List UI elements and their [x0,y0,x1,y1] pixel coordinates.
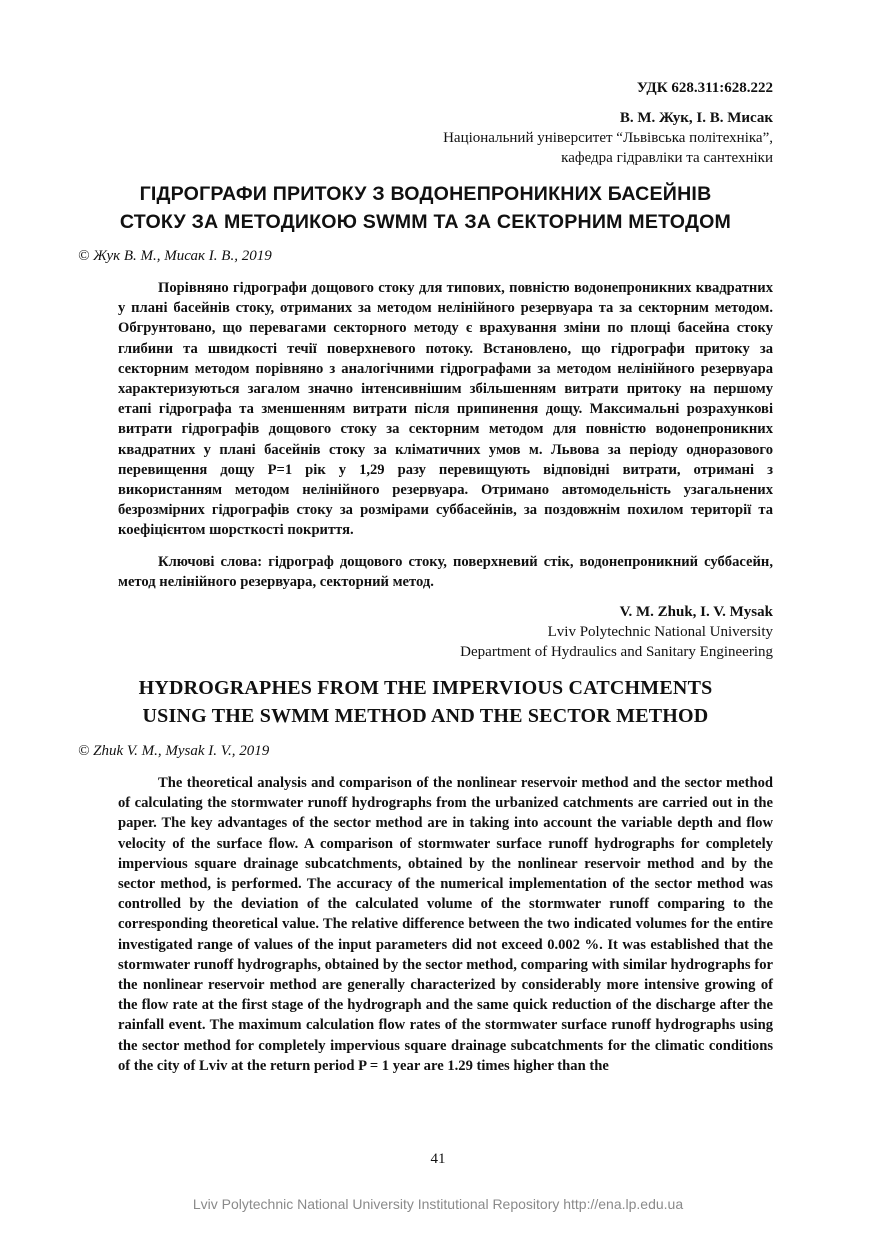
en-copyright: © Zhuk V. M., Mysak I. V., 2019 [78,743,270,760]
page-number: 41 [430,1151,446,1167]
ua-authors: В. М. Жук, І. В. Мисак [619,110,773,126]
udk-code: УДК 628.311:628.222 [636,80,773,96]
en-title-line-2: USING THE SWMM METHOD AND THE SECTOR METHOD [142,705,709,728]
en-abstract: The theoretical analysis and comparison of the nonlinear reservoir method and the sector method of calculating the stormwater runoff hydrographs from the urbanized catchments are carried out in the paper. The key advantages of the sector method are in taking into account the variable depth and flow velocity of the surface flow. A comparison of stormwater surface runoff hydrographs for completely impervious square drainage subcatchments, obtained by the nonlinear reservoir method and by the sector method, is performed. The accuracy of the numerical implementation of the sector method was controlled by the deviation of the calculated volume of the stormwater runoff comparing to the corresponding theoretical value. The relative difference between the two indicated volumes for the entire investigated range of values of the input parameters did not exceed 0.002 %. It was established that the stormwater runoff hydrographs, obtained by the sector method, comparing with similar hydrographs for the nonlinear reservoir method are generally characterized by considerably more intensive growing of the flow rate at the first stage of the hydrograph and the same quick reduction of the discharge after the rainfall event. The maximum calculation flow rates of the stormwater surface runoff hydrographs using the sector method for completely impervious square drainage subcatchments for the climatic conditions of the city of Lviv at the return period P = 1 year are 1.29 times higher than the [118,775,773,1074]
ua-abstract: Порівняно гідрографи дощового стоку для типових, повністю водонепроникних квадратних у плані басейнів стоку, отриманих за методом нелінійного резервуара та за секторним методом. Обгрунтовано, що перевагами секторного методу є врахування зміни по площі басейна стоку глибини та швидкості течії поверхневого потоку. Встановлено, що гідрографи притоку за секторним методом порівняно з аналогічними гідрографами за методом нелінійного резервуара характеризуються загалом значно інтенсивнішим збільшенням витрати притоку на першому етапі гідрографа та зменшенням витрати після припинення дощу. Максимальні розрахункові витрати гідрографів дощового стоку за секторним методом для повністю водонепроникних квадратних у плані басейнів стоку за кліматичних умов м. Львова за періоду одноразового перевищення дощу Р=1 рік у 1,29 разу перевищують відповідні витрати, отримані з використанням методом нелінійного резервуара. Отримано автомодельність узагальнених безрозмірних гідрографів стоку за розмірами суббасейнів, за поздовжнім похилом території та коефіцієнтом шорсткості покриття. [118,280,773,539]
ua-title-line-1: ГІДРОГРАФИ ПРИТОКУ З ВОДОНЕПРОНИКНИХ БАСЕЙНІВ [139,183,712,205]
ua-title [78,180,773,236]
ua-affiliation-department: кафедра гідравліки та сантехніки [561,150,773,166]
en-affiliation-university: Lviv Polytechnic National University [547,624,773,641]
ua-affiliation-university: Національний університет “Львівська політехніка”, [443,130,773,146]
en-authors: V. M. Zhuk, I. V. Mysak [619,604,773,621]
en-title-line-1: HYDROGRAPHES FROM THE IMPERVIOUS CATCHMENTS [138,677,713,700]
en-title [78,674,773,730]
ua-keywords: Ключові слова: гідрограф дощового стоку, поверхневий стік, водонепроникний суббасейн, метод нелінійного резервуара, секторний метод. [118,553,773,590]
en-affiliation-department: Department of Hydraulics and Sanitary Engineering [460,644,773,661]
article-page [78,80,773,1076]
ua-title-line-2: СТОКУ ЗА МЕТОДИКОЮ SWMM ТА ЗА СЕКТОРНИМ МЕТОДОМ [119,211,732,233]
en-author-block [78,602,773,662]
ua-copyright: © Жук В. М., Мисак І. В., 2019 [78,248,272,264]
ua-author-block [78,108,773,168]
repository-footer: Lviv Polytechnic National University Institutional Repository http://ena.lp.edu.ua [192,1196,684,1212]
